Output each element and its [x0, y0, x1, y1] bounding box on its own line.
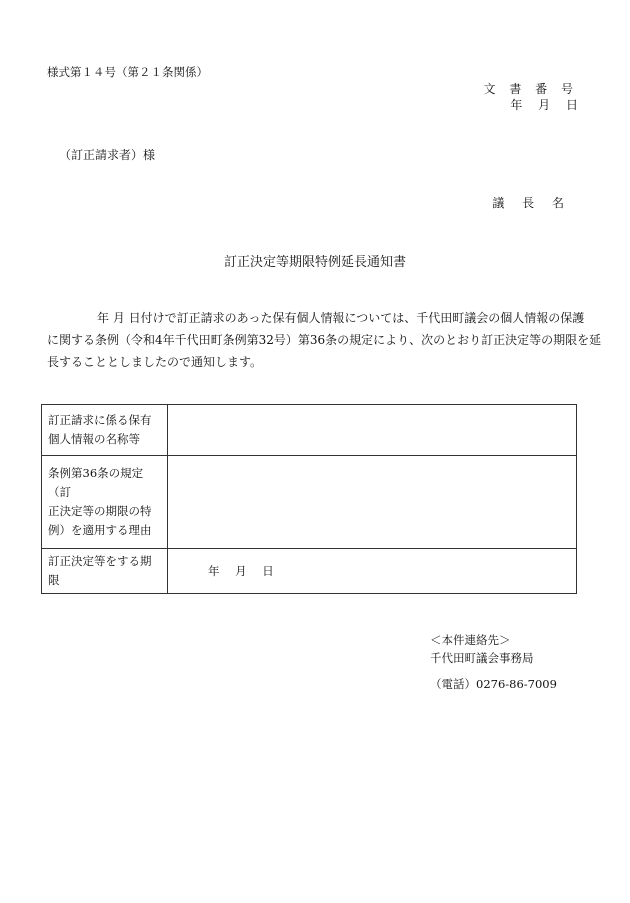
contact-heading: ＜本件連絡先＞ [430, 633, 511, 647]
label-line: 限 [48, 573, 60, 587]
document-number-label: 文 書 番 号 [483, 82, 578, 96]
row-value-deadline [168, 549, 577, 594]
body-line-2: に関する条例（令和4年千代田町条例第32号）第36条の規定により、次のとおり訂正決定等の期限を延 [47, 333, 602, 347]
row-value-record-name [168, 405, 577, 456]
label-line: 訂正請求に係る保有 [48, 413, 152, 427]
recipient-name: （訂正請求者）様 [59, 148, 156, 162]
label-line: 訂正決定等をする期 [48, 554, 152, 568]
body-line-1: 年 月 日付けで訂正請求のあった保有個人情報については、千代田町議会の個人情報の保護 [97, 311, 585, 325]
document-date-label: 年 月 日 [510, 98, 578, 112]
table-row-reason [42, 456, 577, 549]
table-row-record-name [42, 405, 577, 456]
row-label-record-name [42, 405, 168, 456]
deadline-date: 年 月 日 [208, 563, 274, 578]
body-line-3: 長することとしましたので通知します。 [47, 355, 263, 369]
contact-block [430, 631, 557, 693]
label-line: 正決定等の期限の特 [48, 504, 152, 518]
notice-details-table [41, 404, 577, 594]
row-label-reason [42, 456, 168, 549]
label-line: 条例第36条の規定（訂 [48, 466, 144, 499]
notice-body [47, 307, 602, 373]
contact-phone: （電話）0276-86-7009 [430, 677, 557, 691]
label-line: 例）を適用する理由 [48, 523, 152, 537]
label-line: 個人情報の名称等 [48, 432, 140, 446]
row-label-deadline [42, 549, 168, 594]
contact-office: 千代田町議会事務局 [430, 651, 534, 665]
document-title: 訂正決定等期限特例延長通知書 [223, 255, 406, 270]
row-value-reason [168, 456, 577, 549]
issuer-name: 議 長 名 [492, 196, 571, 210]
table-row-deadline [42, 549, 577, 594]
form-number: 様式第１４号（第２１条関係） [47, 65, 208, 79]
